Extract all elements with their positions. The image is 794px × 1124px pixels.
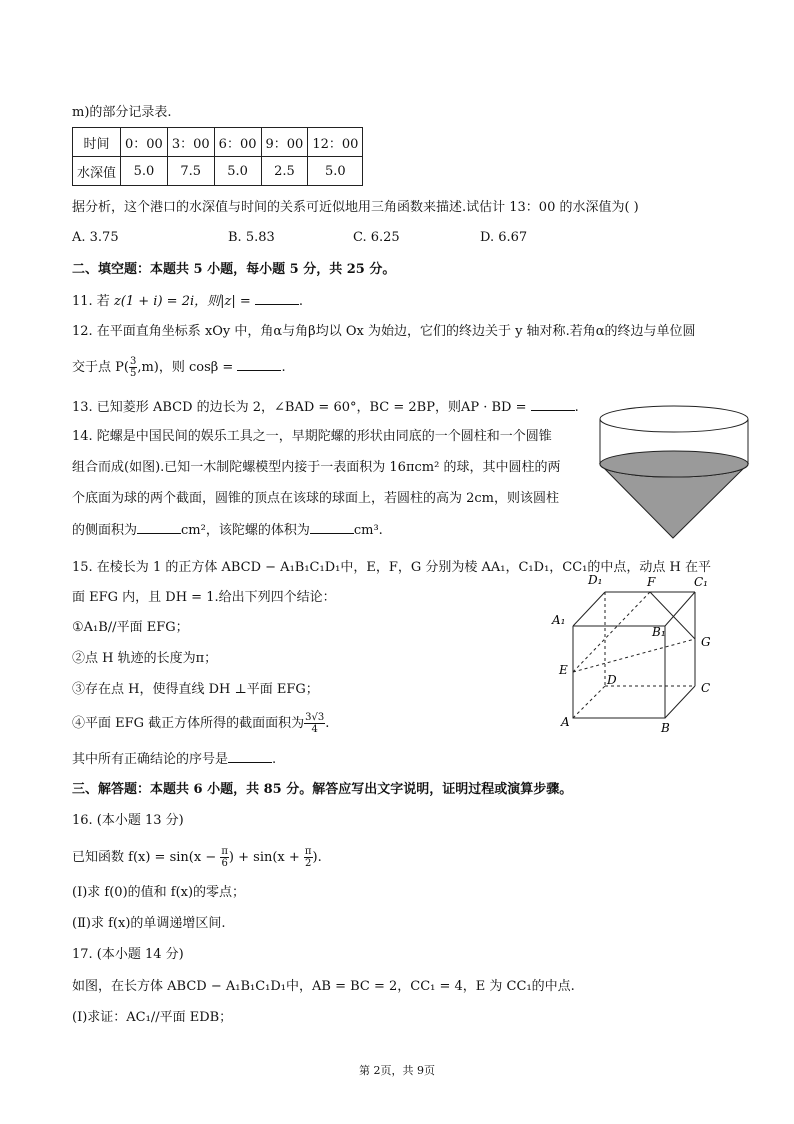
table-cell: 2.5 [261, 157, 308, 186]
frac-den: 2 [305, 858, 312, 869]
label-g: G [701, 635, 711, 649]
q15-conclusion-2: ②点 H 轨迹的长度为π； [72, 651, 218, 666]
q15-line2: 面 EFG 内，且 DH = 1.给出下列四个结论： [72, 590, 336, 605]
q12-tail: . [281, 360, 286, 375]
q16-stmt-a: 已知函数 f(x) = sin(x − [72, 850, 221, 865]
q15-conclusion-1: ①A₁B//平面 EFG； [72, 620, 189, 635]
q16-part-1: (Ⅰ)求 f(0)的值和 f(x)的零点； [72, 885, 246, 900]
q15-conclusion-3: ③存在点 H，使得直线 DH ⊥平面 EFG； [72, 682, 319, 697]
answer-blank [531, 398, 575, 411]
q10-option-a: A. 3.75 [72, 230, 119, 245]
q15-ask [72, 750, 276, 769]
q12-line1: 12. 在平面直角坐标系 xOy 中，角α与角β均以 Ox 为始边，它们的终边关于 y 轴对称.若角α的终边与单位圆 [72, 324, 696, 339]
q13 [72, 398, 579, 417]
q11-num: 11. 若 [72, 294, 114, 309]
frac-den: 4 [311, 724, 318, 735]
q14-line3: 个底面为球的两个截面，圆锥的顶点在该球的球面上，若圆柱的高为 2cm，则该圆柱 [72, 491, 560, 506]
table-cell: 水深值 [73, 157, 121, 186]
frac-num: 3√3 [305, 712, 325, 723]
label-d1: D₁ [588, 573, 603, 587]
q16-stmt-c: ). [312, 850, 322, 865]
table-cell: 5.0 [308, 157, 363, 186]
section-3-heading: 三、解答题：本题共 6 小题，共 85 分。解答应写出文字说明，证明过程或演算步骤。 [72, 782, 573, 797]
fraction [304, 712, 325, 735]
q15-conclusion-4 [72, 712, 329, 735]
table-header-cell: 12：00 [308, 128, 363, 157]
table-row [73, 157, 363, 186]
q15-ask-tail: . [272, 752, 277, 767]
table-cell: 7.5 [167, 157, 214, 186]
label-c: C [701, 681, 711, 695]
q15-ask-text: 其中所有正确结论的序号是 [72, 752, 229, 767]
answer-blank [137, 521, 181, 534]
label-b1: B₁ [652, 625, 666, 639]
q14-line2: 组合而成(如图).已知一木制陀螺模型内接于一表面积为 16πcm² 的球，其中圆柱的两 [72, 460, 561, 475]
label-a: A [561, 715, 570, 729]
q13-text: 13. 已知菱形 ABCD 的边长为 2，∠BAD = 60°，BC = 2BP，则AP · BD = [72, 400, 531, 415]
q16-title: 16. (本小题 13 分) [72, 813, 184, 828]
answer-blank [228, 750, 272, 763]
q10-text: 据分析，这个港口的水深值与时间的关系可近似地用三角函数来描述.试估计 13：00 的水深值为( ) [72, 200, 639, 215]
label-f: F [647, 575, 656, 589]
q12-line2 [72, 356, 286, 379]
q10-option-c: C. 6.25 [353, 230, 400, 245]
frac-num: 3 [129, 356, 137, 367]
q10-option-d: D. 6.67 [480, 230, 528, 245]
q11-expr: z(1 + i) = 2i，则|z| = [113, 294, 255, 309]
q14-line4 [72, 521, 383, 540]
table-row [73, 128, 363, 157]
label-c1: C₁ [694, 575, 708, 589]
q13-tail: . [574, 400, 579, 415]
table-header-cell: 0：00 [121, 128, 168, 157]
table-header-cell: 时间 [73, 128, 121, 157]
q14-line4-c: cm³. [353, 523, 383, 538]
q15-line1: 15. 在棱长为 1 的正方体 ABCD − A₁B₁C₁D₁中，E，F，G 分别为棱 AA₁，C₁D₁，CC₁的中点，动点 H 在平 [72, 560, 711, 575]
q11 [72, 292, 303, 311]
table-header-cell: 9：00 [261, 128, 308, 157]
q12-line2-a: 交于点 P( [72, 360, 129, 375]
frac-den: 6 [221, 858, 228, 869]
q14-line4-b: cm²，该陀螺的体积为 [181, 523, 310, 538]
spinning-top-figure [596, 402, 752, 540]
q14-line1: 14. 陀螺是中国民间的娱乐工具之一，早期陀螺的形状由同底的一个圆柱和一个圆锥 [72, 429, 552, 444]
answer-blank [255, 292, 299, 305]
label-b: B [661, 721, 670, 735]
table-header-cell: 3：00 [167, 128, 214, 157]
label-d: D [607, 673, 617, 687]
q17-statement: 如图，在长方体 ABCD − A₁B₁C₁D₁中，AB = BC = 2，CC₁ = 4，E 为 CC₁的中点. [72, 979, 575, 994]
q15-c4-a: ④平面 EFG 截正方体所得的截面面积为 [72, 716, 305, 731]
section-2-heading: 二、填空题：本题共 5 小题，每小题 5 分，共 25 分。 [72, 262, 396, 277]
q14-line4-a: 的侧面积为 [72, 523, 138, 538]
fraction [220, 846, 229, 869]
depth-record-table [72, 127, 363, 186]
top-line: m)的部分记录表. [72, 105, 172, 120]
q16-statement [72, 846, 322, 869]
frac-num: π [304, 846, 312, 857]
label-a1: A₁ [552, 613, 566, 627]
label-e: E [559, 663, 568, 677]
q16-part-2: (Ⅱ)求 f(x)的单调递增区间. [72, 916, 226, 931]
table-header-cell: 6：00 [214, 128, 261, 157]
q17-part-1: (Ⅰ)求证：AC₁//平面 EDB； [72, 1010, 233, 1025]
q16-stmt-b: ) + sin(x + [228, 850, 304, 865]
frac-num: π [221, 846, 228, 857]
q15-c4-tail: . [325, 716, 330, 731]
frac-den: 5 [129, 368, 137, 379]
q12-line2-b: ,m)，则 cosβ = [137, 360, 238, 375]
table-cell: 5.0 [214, 157, 261, 186]
fraction [304, 846, 313, 869]
table-cell: 5.0 [121, 157, 168, 186]
page-footer: 第 2页，共 9页 [359, 1064, 435, 1077]
q17-title: 17. (本小题 14 分) [72, 947, 184, 962]
answer-blank [310, 521, 354, 534]
q10-option-b: B. 5.83 [228, 230, 275, 245]
answer-blank [237, 358, 281, 371]
cube-figure [548, 568, 726, 740]
q11-tail: . [298, 294, 304, 309]
